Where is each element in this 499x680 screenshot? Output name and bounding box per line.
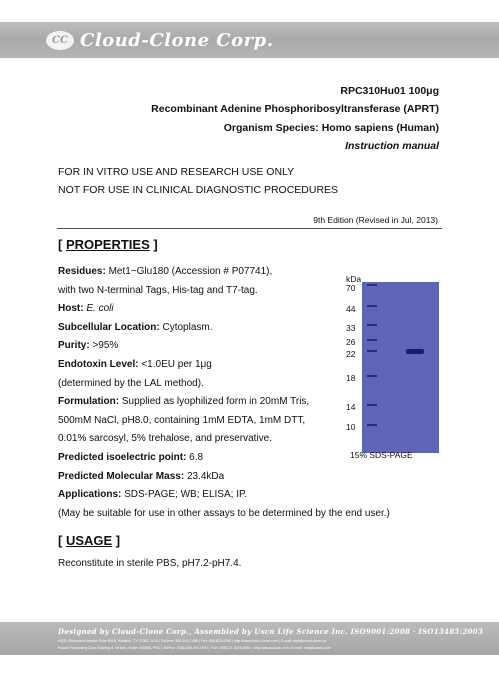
usage-notice xyxy=(58,164,338,199)
formulation-value: Supplied as lyophilized form in 20mM Tris, xyxy=(121,396,310,408)
notice-line-1: FOR IN VITRO USE AND RESEARCH USE ONLY xyxy=(58,166,295,178)
formulation-cont-2: 0.01% sarcosyl, 5% trehalose, and preservative. xyxy=(58,433,272,445)
ladder-band xyxy=(367,375,377,377)
applications-note: (May be suitable for use in other assays to be determined by the end user.) xyxy=(58,507,390,519)
formulation-label: Formulation: xyxy=(58,396,120,408)
endotoxin-cont: (determined by the LAL method). xyxy=(58,377,204,389)
endotoxin-label: Endotoxin Level: xyxy=(58,358,139,370)
company-name: Cloud-Clone Corp. xyxy=(80,29,274,51)
logo-mark-text: CC xyxy=(52,34,68,46)
usage-heading: [ USAGE ] xyxy=(58,533,121,548)
company-logo xyxy=(46,28,273,52)
gel-caption: 15% SDS-PAGE xyxy=(350,450,413,460)
applications-value: SDS-PAGE; WB; ELISA; IP. xyxy=(124,489,248,501)
subcellular-label: Subcellular Location: xyxy=(58,321,160,333)
host-value: E. coli xyxy=(86,303,114,315)
applications-label: Applications: xyxy=(58,489,122,501)
properties-heading: [ PROPERTIES ] xyxy=(58,237,158,252)
marker-14: 14 xyxy=(346,402,356,412)
footer-address-us: HQTL Richmond Avenue Suite 8016, Houston, TX 77082, USA | Toll-free: 800-600-7489 | Fax: 800-823-9399 | http://www.cloud-clone.com | E-mail: mail@cloud-clone.us xyxy=(58,639,327,643)
residues-value: Met1~Glu180 (Accession # P07741), xyxy=(108,266,273,277)
marker-18: 18 xyxy=(346,373,356,383)
purity-label: Purity: xyxy=(58,340,90,352)
purity-value: >95% xyxy=(92,340,119,352)
applications-row xyxy=(58,486,458,505)
ladder-band xyxy=(367,284,377,286)
catalog-number: RPC310Hu01 100μg xyxy=(340,85,439,97)
mass-row xyxy=(58,468,458,487)
usage-text: Reconstitute in sterile PBS, pH7.2-pH7.4. xyxy=(58,558,242,569)
mass-value: 23.4kDa xyxy=(186,470,225,482)
ladder-band xyxy=(367,404,377,406)
ladder-band xyxy=(367,339,377,341)
header-band xyxy=(0,22,499,58)
marker-70: 70 xyxy=(346,283,356,293)
sds-page-figure xyxy=(340,274,443,464)
notice-line-2: NOT FOR USE IN CLINICAL DIAGNOSTIC PROCEDURES xyxy=(58,183,339,196)
isoelectric-label: Predicted isoelectric point: xyxy=(58,451,187,463)
gel-image xyxy=(362,282,439,453)
marker-22: 22 xyxy=(346,349,356,359)
residues-cont: with two N-terminal Tags, His-tag and T7-tag. xyxy=(58,284,258,296)
ladder-band xyxy=(367,305,377,307)
footer-tagline: Designed by Cloud-Clone Corp., Assembled by Uscn Life Science Inc. ISO9001:2008 · ISO13485:2003 xyxy=(58,627,484,636)
ladder-band xyxy=(367,424,377,426)
marker-44: 44 xyxy=(346,304,356,314)
title-block xyxy=(151,82,439,155)
host-label: Host: xyxy=(58,303,84,315)
protein-band xyxy=(406,349,424,354)
marker-10: 10 xyxy=(346,422,356,432)
mass-label: Predicted Molecular Mass: xyxy=(58,470,185,482)
ladder-band xyxy=(367,350,377,352)
subcellular-value: Cytoplasm. xyxy=(162,321,213,333)
usage-heading-text: USAGE xyxy=(65,533,113,548)
organism-species: Organism Species: Homo sapiens (Human) xyxy=(223,121,439,134)
edition-info: 9th Edition (Revised in Jul, 2013) xyxy=(313,215,438,225)
divider-line xyxy=(57,228,442,229)
marker-26: 26 xyxy=(346,337,356,347)
footer-band xyxy=(0,622,499,655)
properties-heading-text: PROPERTIES xyxy=(65,237,150,252)
endotoxin-value: <1.0EU per 1μg xyxy=(141,358,212,370)
footer-address-cn: Export Processing Zone Building 8, Wuhan, Hubei 430056, PRC | Tel/Fax: 0086-400-900-0047 | Fax: 0086-27-8425-9551 | http://www.uscnk.com | E-mail: mail@uscnk.com xyxy=(58,646,332,650)
logo-mark-icon xyxy=(46,31,74,50)
isoelectric-value: 6.8 xyxy=(189,451,204,463)
document-type: Instruction manual xyxy=(345,139,439,152)
formulation-cont-1: 500mM NaCl, pH8.0, containing 1mM EDTA, 1mM DTT, xyxy=(58,414,306,426)
residues-label: Residues: xyxy=(58,266,106,277)
product-name: Recombinant Adenine Phosphoribosyltransferase (APRT) xyxy=(151,103,439,116)
ladder-band xyxy=(367,324,377,326)
kda-unit-label: kDa xyxy=(346,274,362,284)
marker-33: 33 xyxy=(346,323,356,333)
